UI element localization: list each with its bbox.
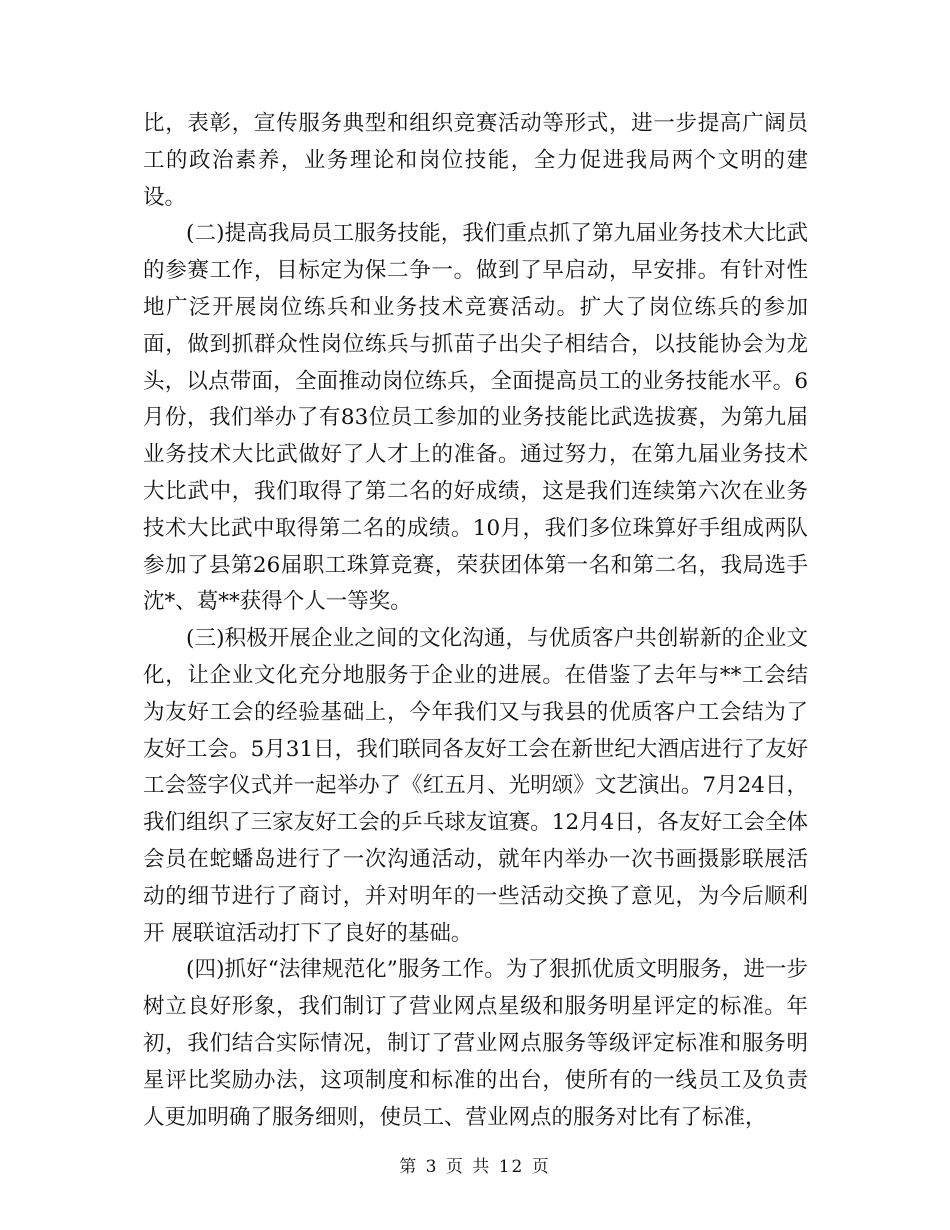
paragraph-continuation: 比，表彰，宣传服务典型和组织竞赛活动等形式，进一步提高广阔员工的政治素养，业务理论和岗位技能，全力促进我局两个文明的建设。 <box>143 111 808 210</box>
paragraph-section-three: (三)积极开展企业之间的文化沟通，与优质客户共创崭新的企业文化，让企业文化充分地服务于企业的进展。在借鉴了去年与**工会结为友好工会的经验基础上，今年我们又与我县的优质客户工会结为了友好工会。5月31日，我们联同各友好工会在新世纪大酒店进行了友好工会签字仪式并一起举办了《红五月、光明颂》文艺演出。7月24日，我们组织了三家友好工会的乒乓球友谊赛。12月4日，各友好工会全体会员在蛇蟠岛进行了一次沟通活动，就年内举办一次书画摄影联展活动的细节进行了商讨，并对明年的一些活动交换了意见，为今后顺利开 展联谊活动打下了良好的基础。 <box>143 626 808 946</box>
paragraph-section-two: (二)提高我局员工服务技能，我们重点抓了第九届业务技术大比武的参赛工作，目标定为保二争一。做到了早启动，早安排。有针对性地广泛开展岗位练兵和业务技术竞赛活动。扩大了岗位练兵的参加面，做到抓群众性岗位练兵与抓苗子出尖子相结合，以技能协会为龙头，以点带面，全面推动岗位练兵，全面提高员工的业务技能水平。6月份，我们举办了有83位员工参加的业务技能比武选拔赛，为第九届业务技术大比武做好了人才上的准备。通过努力，在第九届业务技术大比武中，我们取得了第二名的好成绩，这是我们连续第六次在业务技术大比武中取得第二名的成绩。10月，我们多位珠算好手组成两队参加了县第26届职工珠算竞赛，荣获团体第一名和第二名，我局选手沈*、葛**获得个人一等奖。 <box>143 221 808 615</box>
paragraph-section-four: (四)抓好“法律规范化”服务工作。为了狠抓优质文明服务，进一步树立良好形象，我们制订了营业网点星级和服务明星评定的标准。年初，我们结合实际情况，制订了营业网点服务等级评定标准和服务明星评比奖励办法，这项制度和标准的出台，使所有的一线员工及负责人更加明确了服务细则，使员工、营业网点的服务对比有了标准， <box>143 957 808 1130</box>
document-body <box>143 106 808 1136</box>
page-footer: 第 3 页 共 12 页 <box>399 1157 551 1177</box>
